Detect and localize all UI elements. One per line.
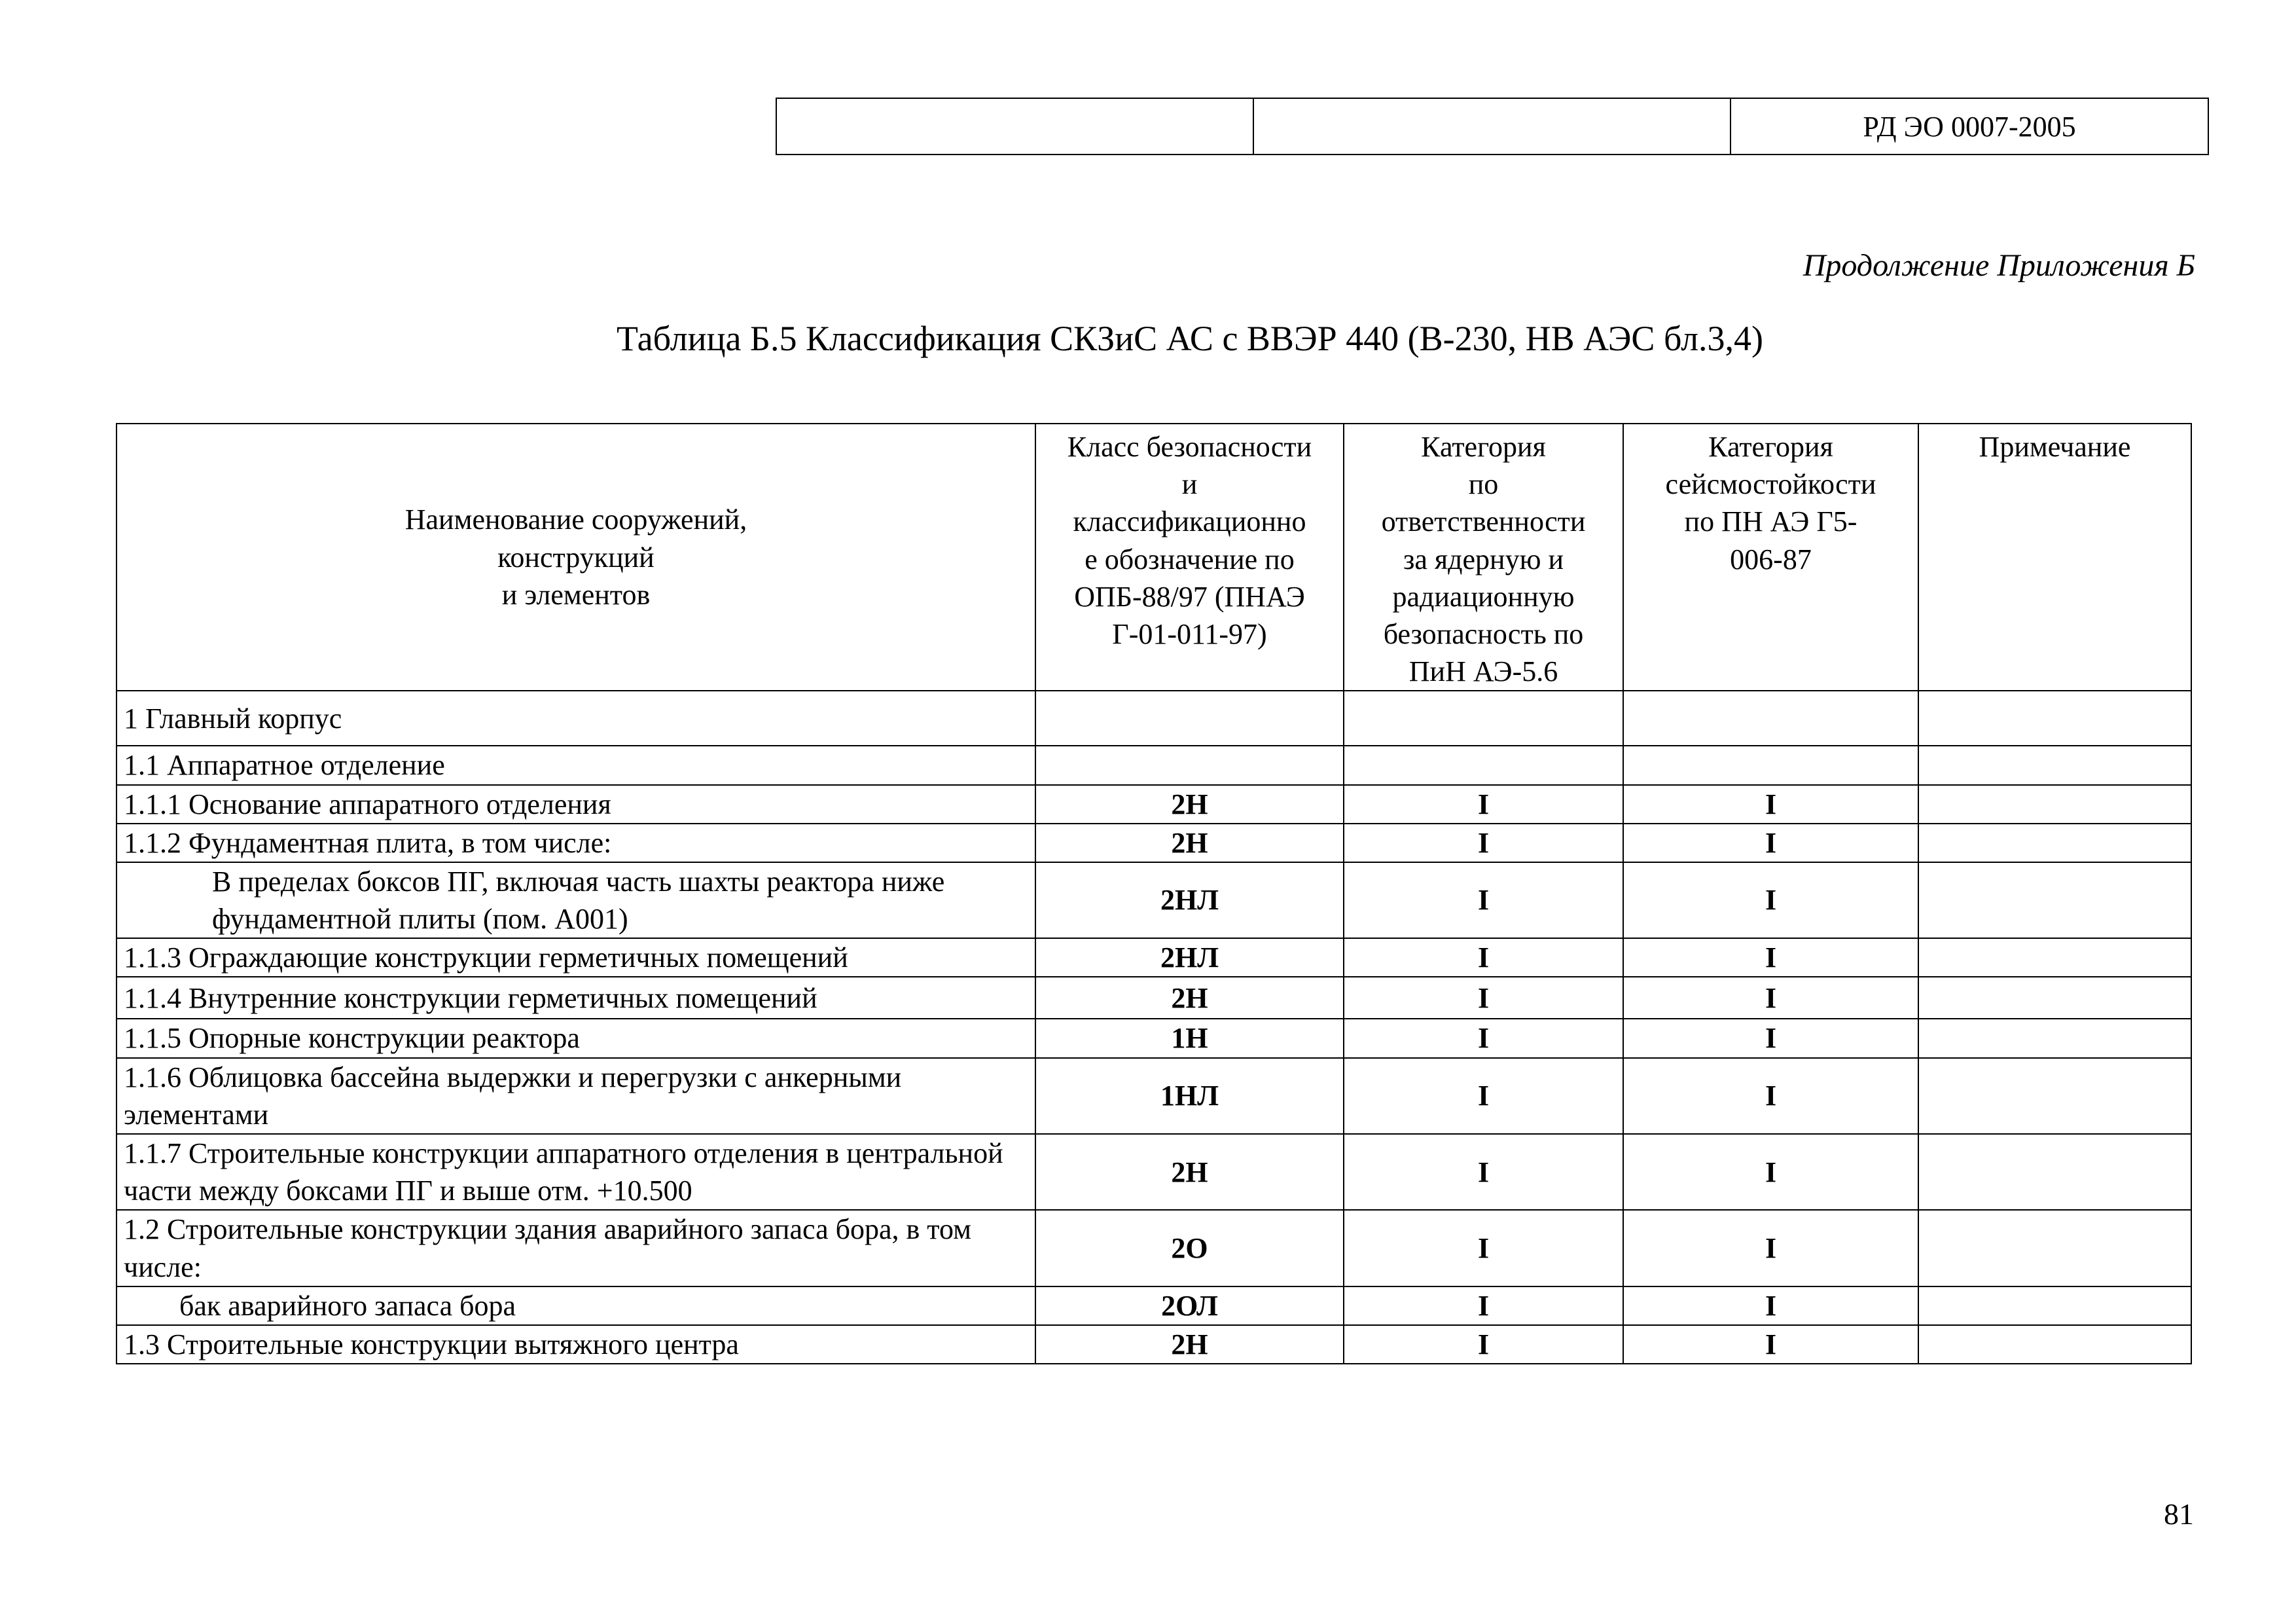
header-seismic-category xyxy=(1623,424,1918,691)
header-line: Наименование сооружений, xyxy=(404,503,747,536)
table-title: Таблица Б.5 Классификация СКЗиС АС с ВВЭР 440 (В-230, НВ АЭС бл.3,4) xyxy=(616,319,1764,358)
cell-note xyxy=(1918,785,2191,824)
cell-seismic-category: I xyxy=(1623,1058,1918,1134)
document-code: РД ЭО 0007-2005 xyxy=(1863,110,2076,143)
header-line: ответственности xyxy=(1381,505,1586,538)
cell-seismic-category: I xyxy=(1623,1019,1918,1057)
header-line: безопасность по xyxy=(1383,617,1584,650)
header-line: по xyxy=(1468,468,1499,501)
cell-safety-class: 2Н xyxy=(1035,1325,1344,1364)
cell-responsibility-category: I xyxy=(1344,1325,1623,1364)
cell-responsibility-category: I xyxy=(1344,1058,1623,1134)
cell-name: 1.1.6 Облицовка бассейна выдержки и перегрузки с анкерными элементами xyxy=(117,1058,1035,1134)
cell-note xyxy=(1918,977,2191,1019)
cell-safety-class: 2Н xyxy=(1035,785,1344,824)
cell-safety-class: 2НЛ xyxy=(1035,938,1344,977)
header-line: по ПН АЭ Г5- xyxy=(1684,505,1857,538)
cell-name: 1 Главный корпус xyxy=(117,691,1035,746)
cell-responsibility-category: I xyxy=(1344,1019,1623,1057)
table-row xyxy=(117,1325,2191,1364)
table-row xyxy=(117,1286,2191,1325)
cell-seismic-category: I xyxy=(1623,1134,1918,1210)
cell-seismic-category: I xyxy=(1623,977,1918,1019)
header-line: и элементов xyxy=(501,578,651,611)
cell-note xyxy=(1918,1286,2191,1325)
header-name xyxy=(117,424,1035,691)
table-header-row xyxy=(117,424,2191,691)
cell-seismic-category: I xyxy=(1623,785,1918,824)
cell-note xyxy=(1918,1210,2191,1286)
cell-seismic-category: I xyxy=(1623,1210,1918,1286)
appendix-continuation-note: Продолжение Приложения Б xyxy=(1803,248,2195,283)
cell-name: 1.1.1 Основание аппаратного отделения xyxy=(117,785,1035,824)
cell-note xyxy=(1918,691,2191,746)
cell-note xyxy=(1918,1019,2191,1057)
cell-seismic-category: I xyxy=(1623,1286,1918,1325)
table-row xyxy=(117,824,2191,862)
header-line: Категория xyxy=(1708,431,1833,463)
page-number: 81 xyxy=(2164,1497,2194,1531)
document-header-box xyxy=(776,98,2209,155)
cell-note xyxy=(1918,862,2191,938)
cell-responsibility-category: I xyxy=(1344,1134,1623,1210)
cell-seismic-category xyxy=(1623,746,1918,784)
table-row xyxy=(117,785,2191,824)
header-line: Г-01-011-97) xyxy=(1112,617,1267,650)
cell-seismic-category xyxy=(1623,691,1918,746)
cell-seismic-category: I xyxy=(1623,938,1918,977)
header-line: конструкций xyxy=(497,541,655,574)
header-line: за ядерную и xyxy=(1403,543,1564,575)
cell-name: 1.1.3 Ограждающие конструкции герметичных помещений xyxy=(117,938,1035,977)
cell-seismic-category: I xyxy=(1623,1325,1918,1364)
header-line: классификационно xyxy=(1073,505,1306,538)
cell-note xyxy=(1918,1325,2191,1364)
header-line: радиационную xyxy=(1392,580,1575,613)
cell-name: 1.1.4 Внутренние конструкции герметичных помещений xyxy=(117,977,1035,1019)
cell-safety-class: 2О xyxy=(1035,1210,1344,1286)
cell-responsibility-category: I xyxy=(1344,1210,1623,1286)
cell-safety-class: 1НЛ xyxy=(1035,1058,1344,1134)
cell-note xyxy=(1918,1134,2191,1210)
cell-safety-class: 2НЛ xyxy=(1035,862,1344,938)
cell-note xyxy=(1918,1058,2191,1134)
table-body xyxy=(117,691,2191,1364)
cell-safety-class: 2Н xyxy=(1035,824,1344,862)
table-row xyxy=(117,938,2191,977)
cell-safety-class: 2Н xyxy=(1035,977,1344,1019)
cell-name: 1.3 Строительные конструкции вытяжного центра xyxy=(117,1325,1035,1364)
cell-seismic-category: I xyxy=(1623,824,1918,862)
cell-responsibility-category xyxy=(1344,746,1623,784)
table-row xyxy=(117,977,2191,1019)
cell-name: бак аварийного запаса бора xyxy=(117,1286,1035,1325)
table-row xyxy=(117,1058,2191,1134)
cell-safety-class: 1Н xyxy=(1035,1019,1344,1057)
cell-responsibility-category: I xyxy=(1344,938,1623,977)
header-note xyxy=(1918,424,2191,691)
table-row xyxy=(117,1134,2191,1210)
cell-name: 1.1 Аппаратное отделение xyxy=(117,746,1035,784)
table-row xyxy=(117,1019,2191,1057)
cell-safety-class xyxy=(1035,691,1344,746)
header-responsibility-category xyxy=(1344,424,1623,691)
cell-name: 1.1.5 Опорные конструкции реактора xyxy=(117,1019,1035,1057)
cell-name: 1.1.7 Строительные конструкции аппаратного отделения в центральной части между боксами ПГ и выше отм. +10.500 xyxy=(117,1134,1035,1210)
cell-note xyxy=(1918,938,2191,977)
cell-responsibility-category xyxy=(1344,691,1623,746)
header-line: Категория xyxy=(1421,431,1546,463)
cell-responsibility-category: I xyxy=(1344,977,1623,1019)
cell-seismic-category: I xyxy=(1623,862,1918,938)
cell-safety-class: 2ОЛ xyxy=(1035,1286,1344,1325)
cell-safety-class: 2Н xyxy=(1035,1134,1344,1210)
cell-responsibility-category: I xyxy=(1344,824,1623,862)
cell-name: 1.2 Строительные конструкции здания аварийного запаса бора, в том числе: xyxy=(117,1210,1035,1286)
cell-note xyxy=(1918,746,2191,784)
cell-responsibility-category: I xyxy=(1344,1286,1623,1325)
table-row xyxy=(117,746,2191,784)
header-line: ОПБ-88/97 (ПНАЭ xyxy=(1074,580,1305,613)
table-row xyxy=(117,862,2191,938)
header-line: ПиН АЭ-5.6 xyxy=(1408,655,1558,688)
header-cell-empty-1 xyxy=(777,99,1254,154)
header-line: е обозначение по xyxy=(1085,543,1295,575)
header-line: Класс безопасности xyxy=(1067,431,1312,463)
table-row xyxy=(117,1210,2191,1286)
header-cell-empty-2 xyxy=(1254,99,1731,154)
classification-table xyxy=(116,423,2192,1364)
header-line: Примечание xyxy=(1979,431,2131,463)
cell-safety-class xyxy=(1035,746,1344,784)
header-line: и xyxy=(1181,468,1198,501)
table-row xyxy=(117,691,2191,746)
header-line: сейсмостойкости xyxy=(1665,468,1876,501)
header-line: 006-87 xyxy=(1730,543,1812,575)
cell-name: 1.1.2 Фундаментная плита, в том числе: xyxy=(117,824,1035,862)
cell-responsibility-category: I xyxy=(1344,862,1623,938)
cell-note xyxy=(1918,824,2191,862)
cell-name: В пределах боксов ПГ, включая часть шахты реактора ниже фундаментной плиты (пом. А001) xyxy=(117,862,1035,938)
cell-responsibility-category: I xyxy=(1344,785,1623,824)
header-safety-class xyxy=(1035,424,1344,691)
